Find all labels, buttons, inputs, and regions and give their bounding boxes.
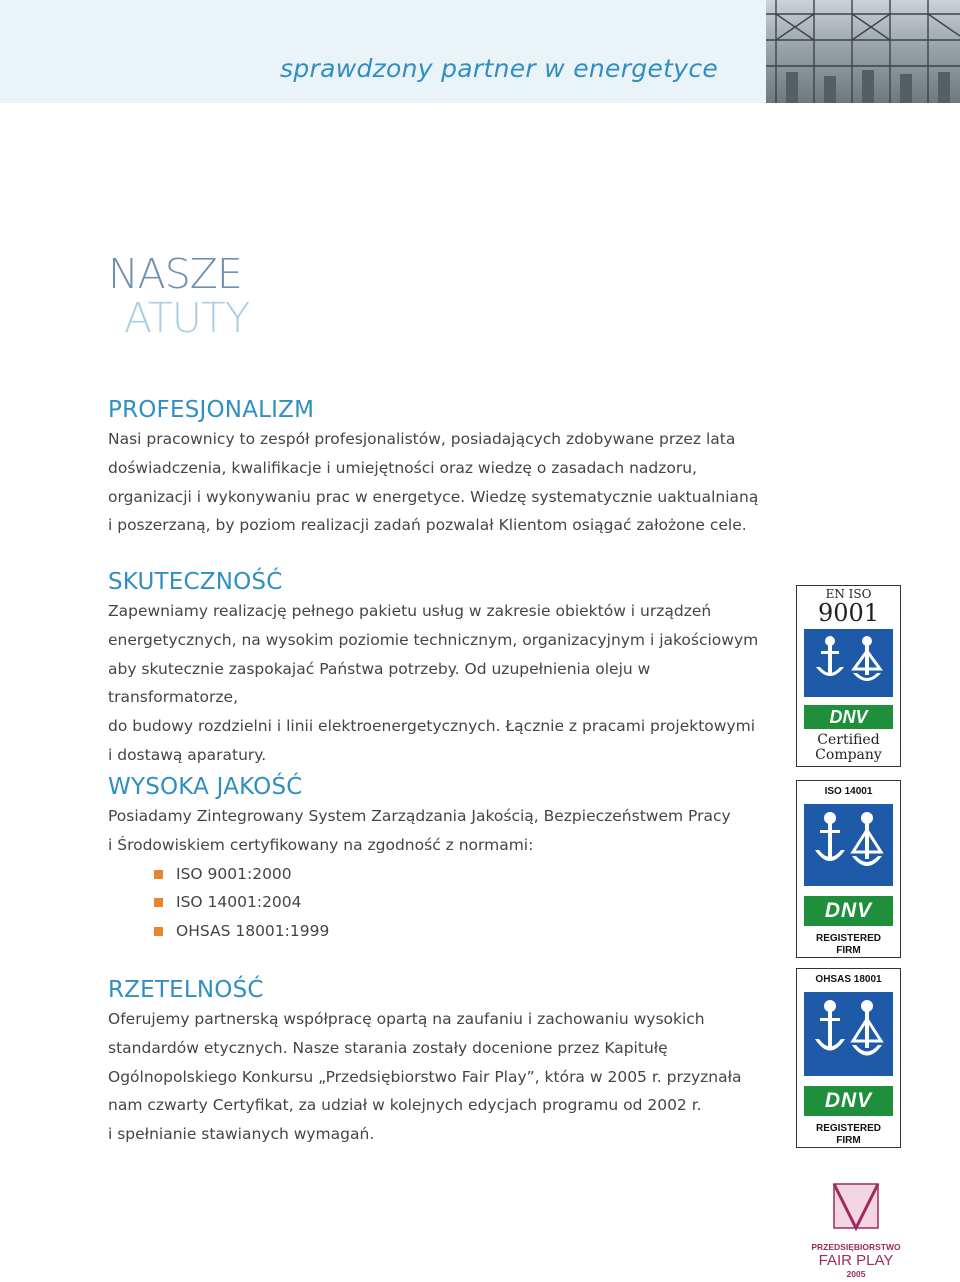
paragraph-line: standardów etycznych. Nasze starania zostały docenione przez Kapitułę <box>108 1038 668 1057</box>
cert-bottom-line-1: REGISTERED <box>815 933 881 944</box>
anchor-logo-icon <box>804 629 893 697</box>
section-heading: WYSOKA JAKOŚĆ <box>108 774 303 800</box>
paragraph-line: Ogólnopolskiego Konkursu „Przedsiębiorstwo Fair Play”, która w 2005 r. przyznała <box>108 1067 742 1086</box>
fair-play-label-1: PRZEDSIĘBIORSTWO <box>811 1242 901 1252</box>
section-heading: PROFESJONALIZM <box>108 397 315 423</box>
fair-play-label-2: FAIR PLAY <box>818 1252 894 1269</box>
section-profesjonalizm <box>108 395 768 540</box>
bullet-square-icon <box>154 927 163 936</box>
section-heading: RZETELNOŚĆ <box>108 977 264 1003</box>
page-title <box>108 252 249 340</box>
cert-bottom-line-2: FIRM <box>836 1135 861 1146</box>
fair-play-emblem-icon <box>826 1180 886 1240</box>
cert-bottom-line-1: REGISTERED <box>815 1123 881 1134</box>
certificate-iso-9001 <box>796 585 901 767</box>
standards-list <box>108 860 768 946</box>
cert-number: 9001 <box>817 599 880 627</box>
certificate-iso-14001 <box>796 780 901 958</box>
anchor-logo-icon <box>804 992 893 1076</box>
cert-bottom-line-2: FIRM <box>836 945 861 956</box>
paragraph-line: Oferujemy partnerską współpracę opartą na zaufaniu i zachowaniu wysokich <box>108 1010 705 1028</box>
fair-play-year: 2005 <box>846 1269 866 1279</box>
cert-top-label: EN ISO <box>825 587 872 601</box>
cert-bottom-line-2: Company <box>815 747 882 763</box>
dnv-logo: DNV <box>804 705 893 729</box>
paragraph-line: do budowy rozdzielni i linii elektroenergetycznych. Łącznie z pracami projektowymi <box>108 717 756 736</box>
fair-play-logo <box>808 1180 904 1279</box>
title-line-2: ATUTY <box>124 294 250 342</box>
cert-bottom-line-1: Certified <box>817 732 880 748</box>
paragraph-line: aby skutecznie zaspokajać Państwa potrzeby. Od uzupełnienia oleju w transformatorze, <box>108 659 651 707</box>
tagline: sprawdzony partner w energetyce <box>280 54 719 83</box>
paragraph-line: organizacji i wykonywaniu prac w energetyce. Wiedzę systematycznie uaktualnianą <box>108 487 759 506</box>
certificate-ohsas-18001 <box>796 968 901 1148</box>
section-heading: SKUTECZNOŚĆ <box>108 569 283 595</box>
bullet-square-icon <box>154 898 163 907</box>
paragraph-line: Nasi pracownicy to zespół profesjonalistów, posiadających zdobywane przez lata <box>108 430 736 448</box>
list-item: ISO 14001:2004 <box>154 888 768 917</box>
section-skutecznosc <box>108 567 768 770</box>
paragraph-line: Posiadamy Zintegrowany System Zarządzania Jakością, Bezpieczeństwem Pracy <box>108 807 731 825</box>
title-line-1: NASZE <box>108 250 242 298</box>
paragraph-line: i Środowiskiem certyfikowany na zgodność z normami: <box>108 835 534 854</box>
dnv-logo: DNV <box>804 1086 893 1116</box>
dnv-logo: DNV <box>804 896 893 926</box>
paragraph-line: doświadczenia, kwalifikacje i umiejętności oraz wiedzę o zasadach nadzoru, <box>108 458 697 477</box>
paragraph-line: nam czwarty Certyfikat, za udział w kolejnych edycjach programu od 2002 r. <box>108 1096 702 1115</box>
anchor-logo-icon <box>804 804 893 886</box>
cert-top-label: OHSAS 18001 <box>815 974 882 985</box>
list-item: OHSAS 18001:1999 <box>154 917 768 946</box>
bullet-square-icon <box>154 870 163 879</box>
substation-photo <box>766 0 960 103</box>
paragraph-line: i dostawą aparatury. <box>108 745 267 764</box>
section-rzetelnosc <box>108 975 768 1149</box>
paragraph-line: i poszerzaną, by poziom realizacji zadań pozwalał Klientom osiągać założone cele. <box>108 516 747 535</box>
paragraph-line: energetycznych, na wysokim poziomie technicznym, organizacyjnym i jakościowym <box>108 630 759 649</box>
paragraph-line: Zapewniamy realizację pełnego pakietu usług w zakresie obiektów i urządzeń <box>108 602 712 620</box>
paragraph-line: i spełnianie stawianych wymagań. <box>108 1125 375 1144</box>
list-item: ISO 9001:2000 <box>154 860 768 889</box>
section-wysoka-jakosc <box>108 772 768 946</box>
cert-top-label: ISO 14001 <box>824 786 873 797</box>
